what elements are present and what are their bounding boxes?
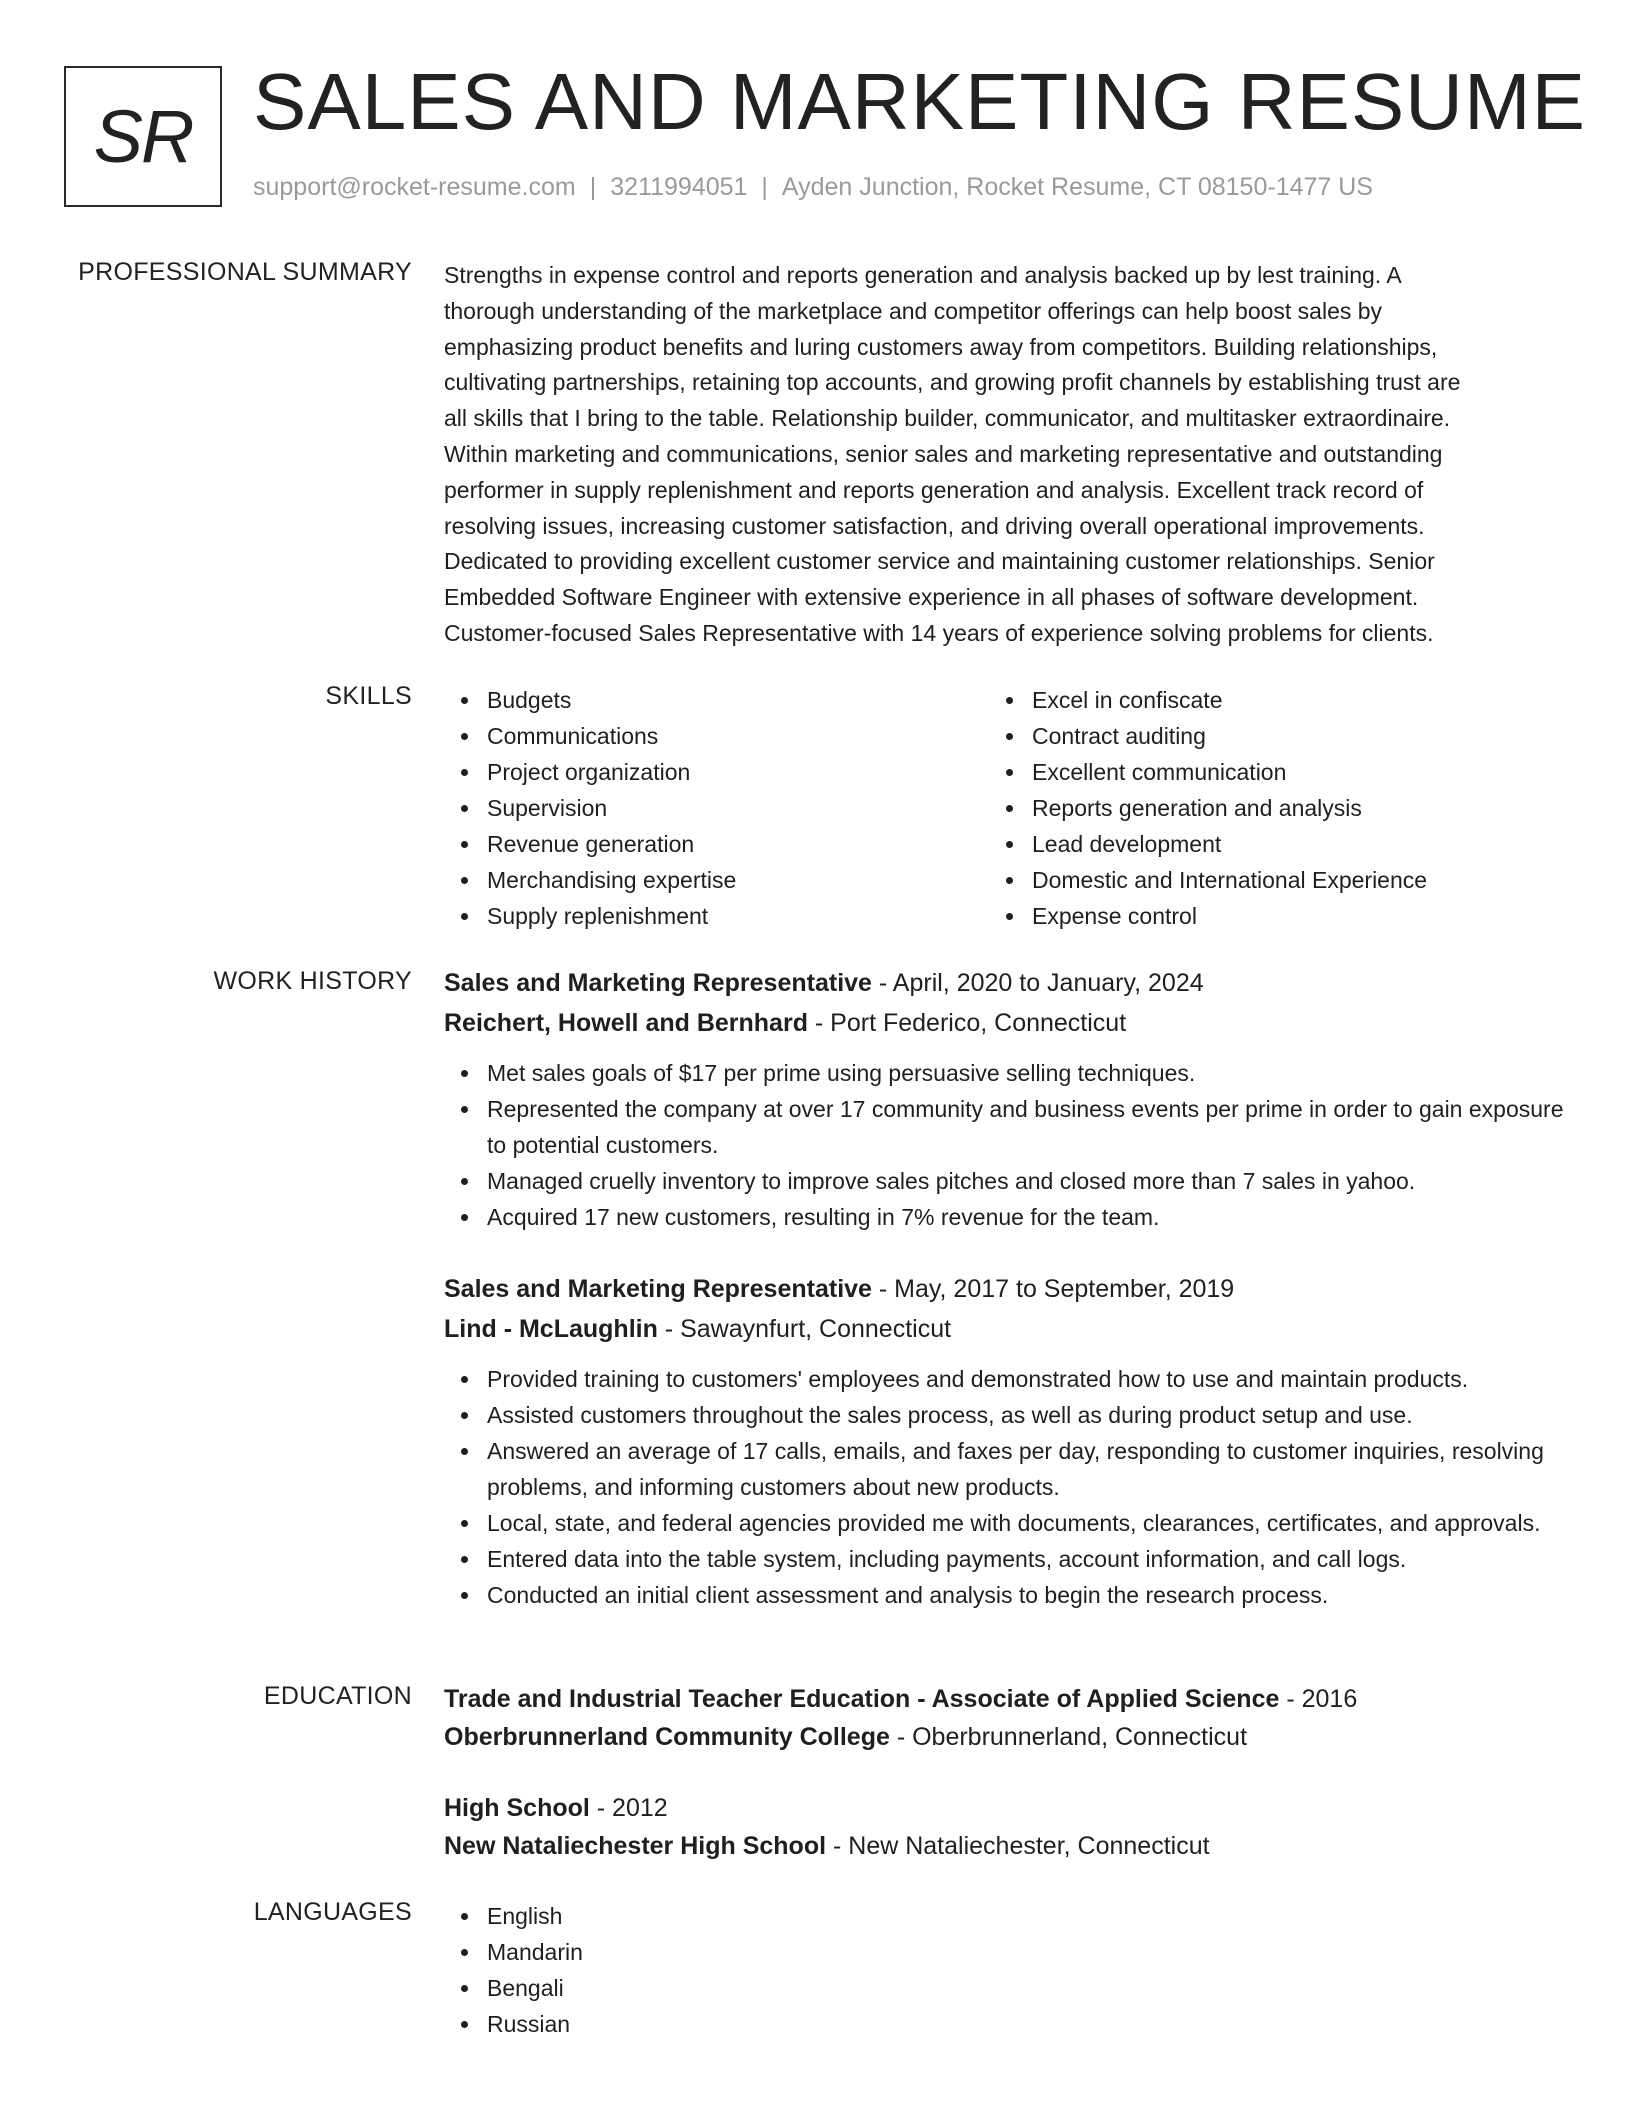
summary-line: Customer-focused Sales Representative with 14 years of experience solving problems for clients. xyxy=(444,619,1434,646)
section-label-summary: PROFESSIONAL SUMMARY xyxy=(78,258,412,286)
edu-degree: High School xyxy=(444,1794,590,1822)
summary-line: performer in supply replenishment and reports generation and analysis. Excellent track record of xyxy=(444,476,1424,503)
language-item: English xyxy=(444,1898,1564,1934)
skill-item: Communications xyxy=(444,718,989,754)
job-bullets xyxy=(444,1055,1564,1235)
summary-line: resolving issues, increasing customer satisfaction, and driving overall operational improvements. xyxy=(444,512,1425,539)
contact-line xyxy=(253,173,1373,202)
education-entry xyxy=(444,1789,1564,1865)
job-company: Reichert, Howell and Bernhard xyxy=(444,1009,808,1037)
edu-location: - Oberbrunnerland, Connecticut xyxy=(889,1723,1248,1751)
summary-line: Dedicated to providing excellent customer service and maintaining customer relationships. Senior xyxy=(444,548,1435,575)
skill-item: Budgets xyxy=(444,682,989,718)
job-entry xyxy=(444,1269,1564,1613)
resume-title: SALES AND MARKETING RESUME xyxy=(253,57,1586,146)
job-bullets xyxy=(444,1361,1564,1613)
contact-separator: | xyxy=(761,173,768,201)
skills-list-right xyxy=(989,682,1534,934)
job-bullet: Entered data into the table system, including payments, account information, and call logs. xyxy=(444,1541,1564,1577)
skill-item: Supply replenishment xyxy=(444,898,989,934)
edu-school: Oberbrunnerland Community College xyxy=(444,1723,890,1751)
job-title-line xyxy=(444,963,1564,1003)
education-entry xyxy=(444,1680,1564,1756)
job-title-line xyxy=(444,1269,1564,1309)
job-bullet: Met sales goals of $17 per prime using persuasive selling techniques. xyxy=(444,1055,1564,1091)
skills-grid xyxy=(444,682,1564,934)
edu-school: New Nataliechester High School xyxy=(444,1832,827,1860)
job-title: Sales and Marketing Representative xyxy=(444,969,872,997)
edu-degree-line xyxy=(444,1680,1564,1718)
contact-email[interactable]: support@rocket-resume.com xyxy=(253,173,576,201)
contact-separator: | xyxy=(589,173,597,201)
job-bullet: Local, state, and federal agencies provided me with documents, clearances, certificates, and approvals. xyxy=(444,1505,1564,1541)
summary-line: Strengths in expense control and reports generation and analysis backed up by lest training. A xyxy=(444,262,1402,288)
job-location: - Port Federico, Connecticut xyxy=(807,1009,1127,1037)
job-entry xyxy=(444,963,1564,1235)
summary-line: thorough understanding of the marketplace and competitor offerings can help boost sales by xyxy=(444,297,1383,324)
section-label-skills: SKILLS xyxy=(325,682,412,710)
section-label-languages: LANGUAGES xyxy=(253,1898,412,1926)
edu-degree-line xyxy=(444,1789,1564,1827)
skill-item: Reports generation and analysis xyxy=(989,790,1534,826)
job-bullet: Acquired 17 new customers, resulting in 7% revenue for the team. xyxy=(444,1199,1564,1235)
job-bullet: Assisted customers throughout the sales process, as well as during product setup and use. xyxy=(444,1397,1564,1433)
skill-item: Domestic and International Experience xyxy=(989,862,1534,898)
skill-item: Merchandising expertise xyxy=(444,862,989,898)
job-company-line xyxy=(444,1003,1564,1043)
languages-list xyxy=(444,1898,1564,2042)
job-bullet: Managed cruelly inventory to improve sales pitches and closed more than 7 sales in yahoo. xyxy=(444,1163,1564,1199)
edu-year: - 2012 xyxy=(589,1794,668,1822)
monogram-badge: SR xyxy=(64,66,222,207)
job-dates: - May, 2017 to September, 2019 xyxy=(871,1275,1235,1303)
skill-item: Revenue generation xyxy=(444,826,989,862)
edu-year: - 2016 xyxy=(1279,1685,1358,1713)
summary-line: Within marketing and communications, senior sales and marketing representative and outstanding xyxy=(444,440,1443,467)
job-company: Lind - McLaughlin xyxy=(444,1315,658,1343)
skill-item: Excellent communication xyxy=(989,754,1534,790)
edu-school-line xyxy=(444,1827,1564,1865)
skill-item: Project organization xyxy=(444,754,989,790)
section-label-education: EDUCATION xyxy=(263,1682,412,1710)
job-bullet: Represented the company at over 17 community and business events per prime in order to gain exposure to potential customers. xyxy=(444,1091,1564,1163)
contact-address: Ayden Junction, Rocket Resume, CT 08150-1477 US xyxy=(781,173,1373,201)
skill-item: Expense control xyxy=(989,898,1534,934)
job-bullet: Provided training to customers' employees and demonstrated how to use and maintain products. xyxy=(444,1361,1564,1397)
work-history-content xyxy=(444,963,1564,1613)
skill-item: Lead development xyxy=(989,826,1534,862)
skill-item: Supervision xyxy=(444,790,989,826)
job-location: - Sawaynfurt, Connecticut xyxy=(657,1315,952,1343)
job-dates: - April, 2020 to January, 2024 xyxy=(871,969,1204,997)
contact-phone[interactable]: 3211994051 xyxy=(610,173,748,201)
job-bullet: Conducted an initial client assessment and analysis to begin the research process. xyxy=(444,1577,1564,1613)
edu-school-line xyxy=(444,1718,1564,1756)
edu-location: - New Nataliechester, Connecticut xyxy=(826,1832,1210,1860)
skills-list-left xyxy=(444,682,989,934)
skill-item: Contract auditing xyxy=(989,718,1534,754)
summary-line: emphasizing product benefits and luring customers away from competitors. Building relationships, xyxy=(444,333,1438,360)
section-label-work-history: WORK HISTORY xyxy=(213,967,412,995)
education-content xyxy=(444,1680,1564,1865)
edu-degree: Trade and Industrial Teacher Education - Associate of Applied Science xyxy=(444,1685,1280,1713)
summary-text xyxy=(444,258,1564,652)
language-item: Russian xyxy=(444,2006,1564,2042)
languages-content xyxy=(444,1898,1564,2042)
job-company-line xyxy=(444,1309,1564,1349)
skill-item: Excel in confiscate xyxy=(989,682,1534,718)
job-bullet: Answered an average of 17 calls, emails, and faxes per day, responding to customer inquiries, resolving problems, and informing customers about new products. xyxy=(444,1433,1564,1505)
language-item: Bengali xyxy=(444,1970,1564,2006)
job-title: Sales and Marketing Representative xyxy=(444,1275,872,1303)
summary-line: all skills that I bring to the table. Relationship builder, communicator, and multitasker extraordinaire. xyxy=(444,405,1451,432)
language-item: Mandarin xyxy=(444,1934,1564,1970)
summary-line: cultivating partnerships, retaining top accounts, and growing profit channels by establishing trust are xyxy=(444,369,1461,396)
summary-line: Embedded Software Engineer with extensive experience in all phases of software development. xyxy=(444,584,1419,611)
